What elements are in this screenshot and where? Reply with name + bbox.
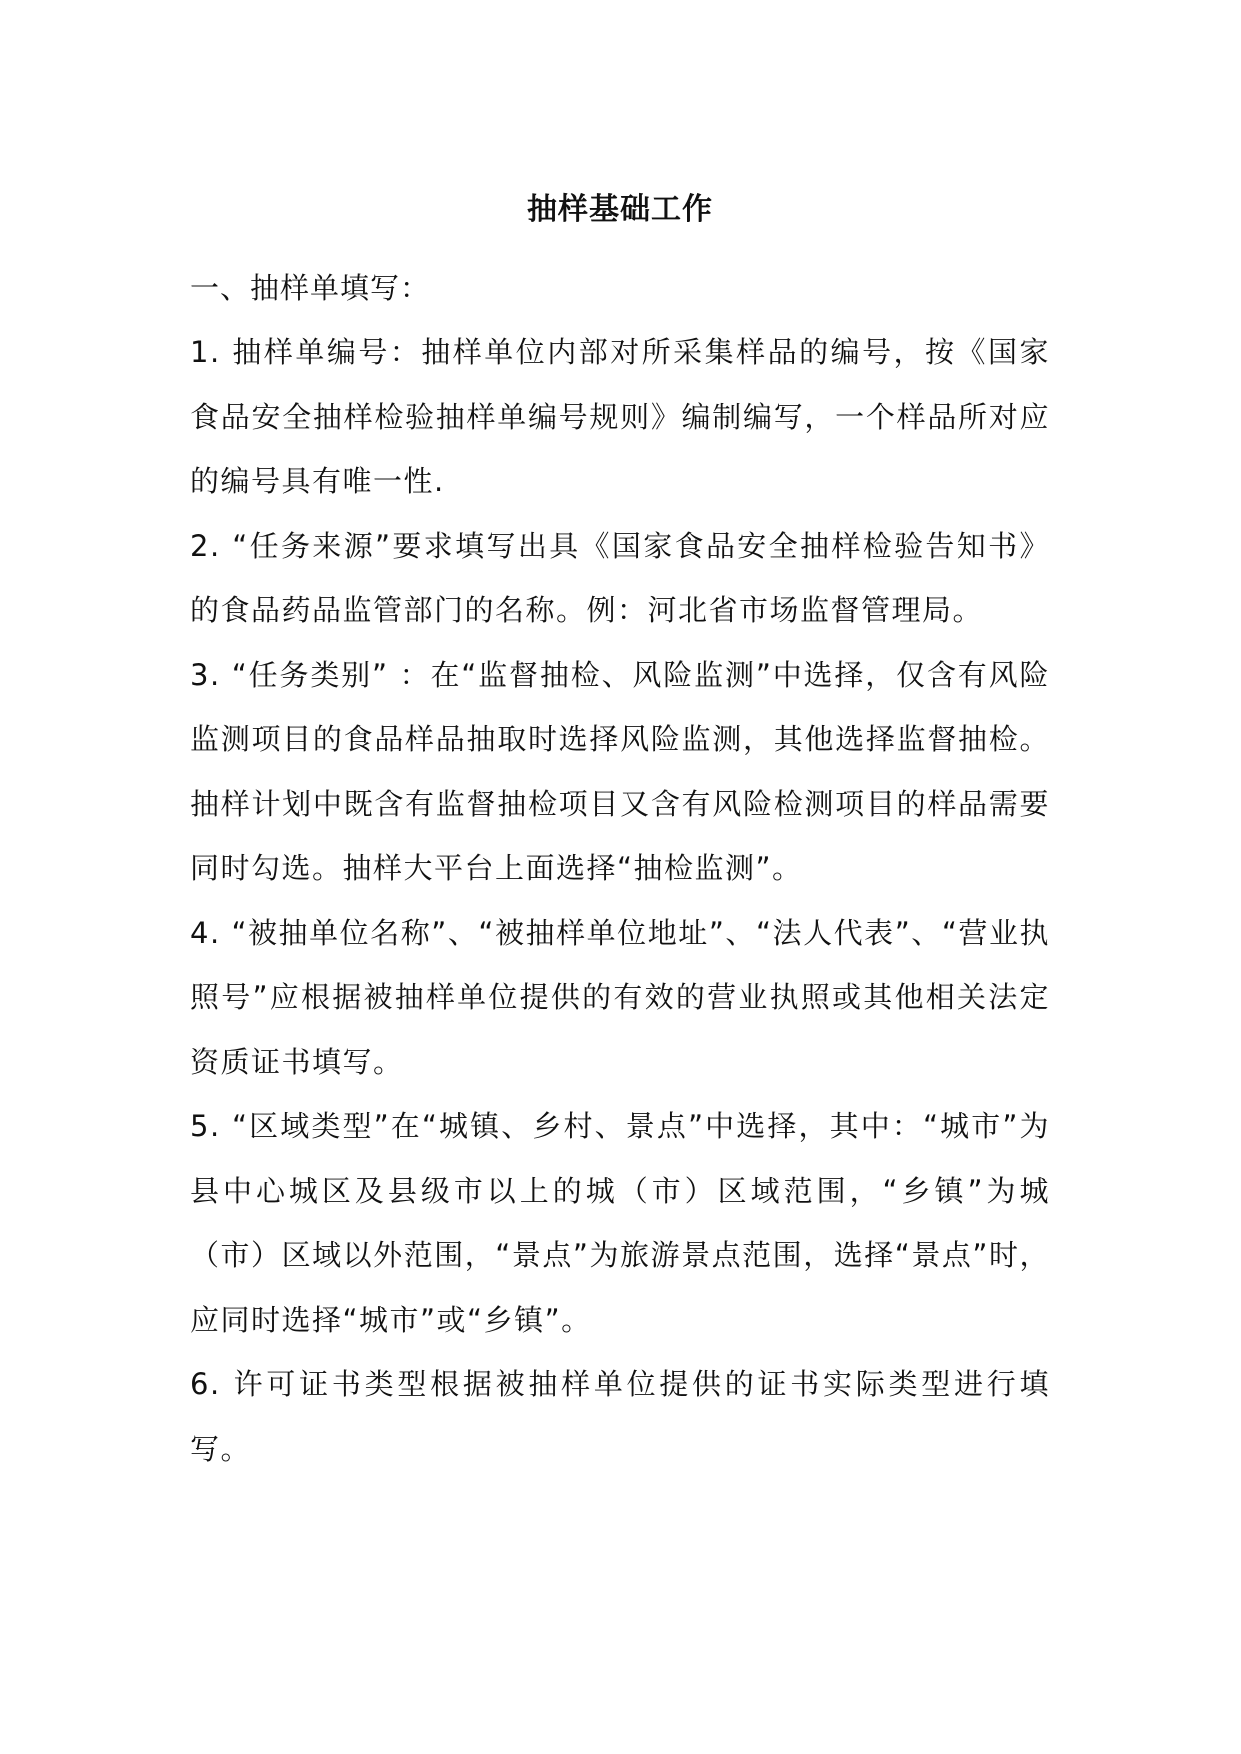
item-number: 5. — [190, 1109, 233, 1143]
list-item — [190, 643, 1050, 901]
list-item — [190, 514, 1050, 643]
item-number: 4. — [190, 915, 232, 950]
list-item — [190, 901, 1050, 1095]
item-number: 3. — [190, 657, 232, 692]
list-item — [190, 1352, 1050, 1481]
section-heading: 一、抽样单填写： — [190, 271, 431, 305]
item-text: “被抽单位名称”、“被抽样单位地址”、“法人代表”、“营业执照号”应根据被抽样单位提供的有效的营业执照或其他相关法定资质证书填写。 — [190, 915, 1050, 1079]
item-number: 6. — [190, 1367, 234, 1401]
item-text: “任务类别” ：在“监督抽检、风险监测”中选择，仅含有风险监测项目的食品样品抽取时选择风险监测，其他选择监督抽检。抽样计划中既含有监督抽检项目又含有风险检测项目的样品需要同时勾选。抽样大平台上面选择“抽检监测”。 — [190, 657, 1050, 885]
item-text: 抽样单编号：抽样单位内部对所采集样品的编号，按《国家食品安全抽样检验抽样单编号规则》编制编写，一个样品所对应的编号具有唯一性. — [190, 335, 1050, 498]
item-text: “任务来源”要求填写出具《国家食品安全抽样检验告知书》的食品药品监管部门的名称。例：河北省市场监督管理局。 — [190, 528, 1050, 627]
item-number: 1. — [190, 335, 233, 369]
item-number: 2. — [190, 528, 233, 563]
list-item — [190, 320, 1050, 514]
item-text: “区域类型”在“城镇、乡村、景点”中选择，其中：“城市”为县中心城区及县级市以上的城（市）区域范围，“乡镇”为城（市）区域以外范围，“景点”为旅游景点范围，选择“景点”时，应同时选择“城市”或“乡镇”。 — [190, 1109, 1050, 1337]
list-item — [190, 1094, 1050, 1352]
page-title: 抽样基础工作 — [527, 192, 713, 227]
item-text: 许可证书类型根据被抽样单位提供的证书实际类型进行填写。 — [190, 1367, 1050, 1466]
document-page — [190, 190, 1050, 1481]
